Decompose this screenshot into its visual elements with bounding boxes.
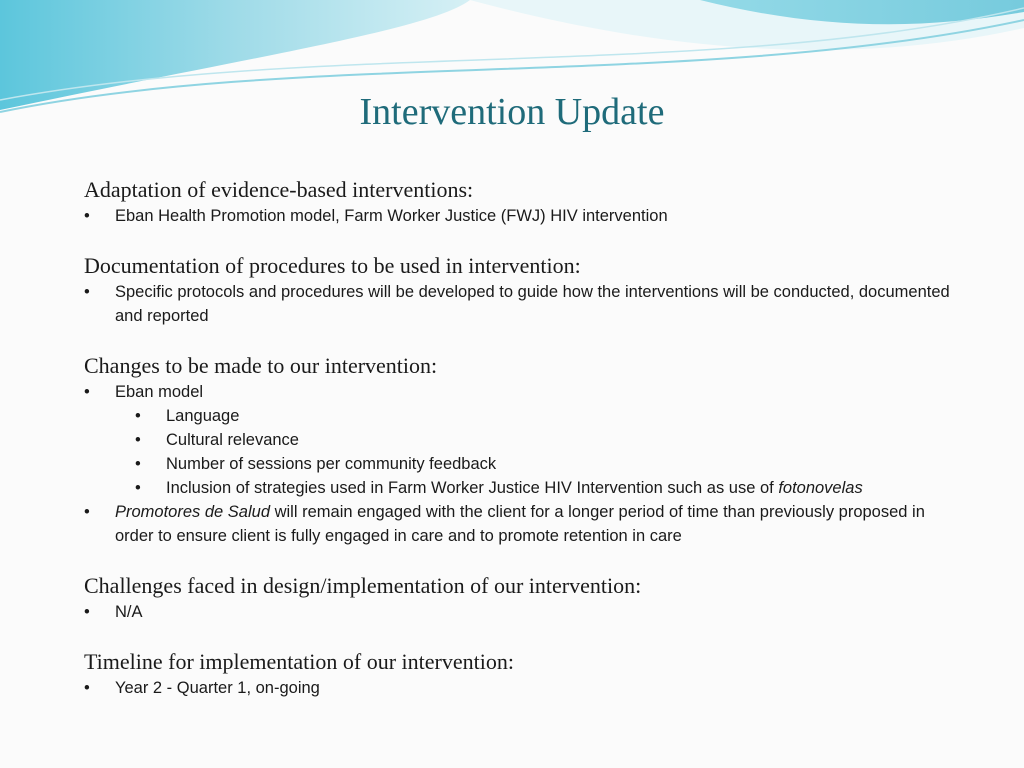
section-heading: Adaptation of evidence-based interventions: — [84, 177, 474, 202]
section-heading: Documentation of procedures to be used in intervention: — [84, 253, 581, 278]
section-heading: Timeline for implementation of our intervention: — [84, 649, 514, 674]
list-item-label: Eban model — [115, 383, 204, 401]
sub-list-item: • Language — [84, 404, 964, 428]
section-challenges — [84, 572, 964, 624]
sub-list-item-strategies — [84, 476, 964, 500]
list-item-promotores — [84, 500, 964, 548]
section-changes — [84, 352, 964, 548]
promotores-emphasis: Promotores de Salud — [115, 503, 271, 521]
slide-title: Intervention Update — [359, 91, 665, 133]
list-item-eban-model — [84, 380, 964, 500]
promotores-text: will remain engaged with the client for a longer period of time than previously proposed in order to ensure client is fully engaged in care and to promote retention in care — [115, 503, 925, 545]
strategies-emphasis: fotonovelas — [778, 479, 863, 497]
section-heading: Changes to be made to our intervention: — [84, 353, 438, 378]
bullet-list — [84, 676, 964, 700]
list-item: • Eban Health Promotion model, Farm Worker Justice (FWJ) HIV intervention — [84, 204, 964, 228]
bullet-list — [84, 380, 964, 548]
section-adaptation — [84, 176, 964, 228]
strategies-text: Inclusion of strategies used in Farm Worker Justice HIV Intervention such as use of — [166, 479, 779, 497]
sub-list-item: • Number of sessions per community feedback — [84, 452, 964, 476]
bullet-list — [84, 600, 964, 624]
slide-content — [84, 176, 964, 724]
list-item: • N/A — [84, 600, 964, 624]
list-item: • Specific protocols and procedures will be developed to guide how the interventions will be conducted, documented and reported — [84, 280, 964, 328]
sub-bullet-list — [115, 404, 964, 500]
section-documentation — [84, 252, 964, 328]
bullet-list — [84, 204, 964, 228]
section-heading: Challenges faced in design/implementation of our intervention: — [84, 573, 642, 598]
sub-list-item: • Cultural relevance — [84, 428, 964, 452]
list-item: • Year 2 - Quarter 1, on-going — [84, 676, 964, 700]
section-timeline — [84, 648, 964, 700]
bullet-list — [84, 280, 964, 328]
